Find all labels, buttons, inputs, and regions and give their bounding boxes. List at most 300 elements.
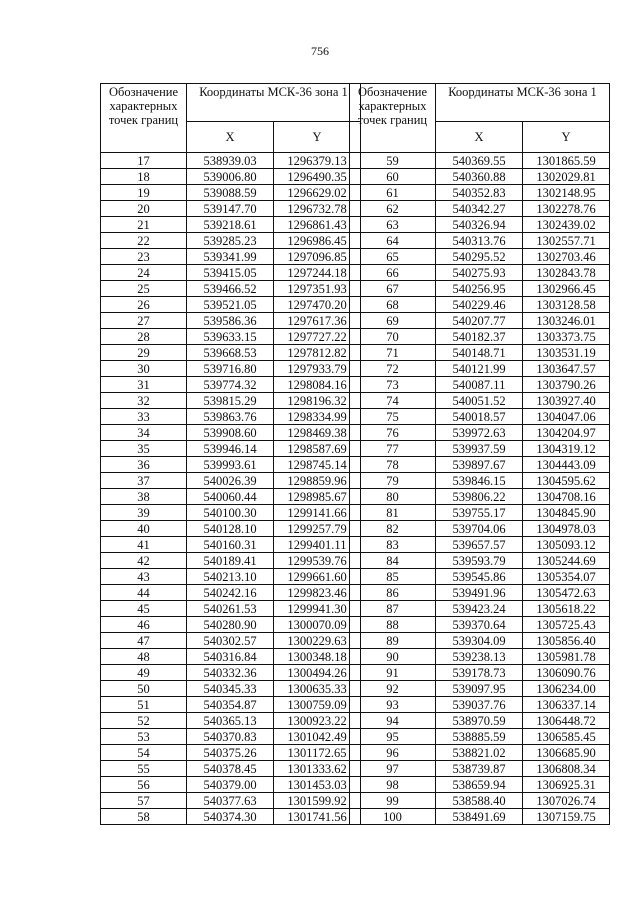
point-id-cell: 65 — [350, 249, 436, 265]
table-row — [101, 489, 361, 505]
x-coordinate-cell: 540369.55 — [436, 153, 523, 169]
point-id-cell: 23 — [101, 249, 187, 265]
x-coordinate-cell: 539491.96 — [436, 585, 523, 601]
y-coordinate-cell: 1299941.30 — [274, 601, 361, 617]
table-row — [350, 633, 610, 649]
point-id-cell: 45 — [101, 601, 187, 617]
y-coordinate-cell: 1304708.16 — [523, 489, 610, 505]
table-row — [101, 457, 361, 473]
x-coordinate-cell: 539593.79 — [436, 553, 523, 569]
x-coordinate-cell: 539238.13 — [436, 649, 523, 665]
y-coordinate-cell: 1307026.74 — [523, 793, 610, 809]
y-coordinate-cell: 1298469.38 — [274, 425, 361, 441]
point-id-cell: 19 — [101, 185, 187, 201]
table-row — [350, 217, 610, 233]
x-coordinate-cell: 540295.52 — [436, 249, 523, 265]
y-coordinate-cell: 1299141.66 — [274, 505, 361, 521]
x-header: X — [187, 122, 274, 153]
x-coordinate-cell: 538821.02 — [436, 745, 523, 761]
table-row — [101, 569, 361, 585]
y-coordinate-cell: 1305244.69 — [523, 553, 610, 569]
table-row — [350, 425, 610, 441]
x-coordinate-cell: 540026.39 — [187, 473, 274, 489]
y-coordinate-cell: 1296490.35 — [274, 169, 361, 185]
x-coordinate-cell: 539423.24 — [436, 601, 523, 617]
point-id-cell: 99 — [350, 793, 436, 809]
x-coordinate-cell: 539304.09 — [436, 633, 523, 649]
x-coordinate-cell: 540280.90 — [187, 617, 274, 633]
y-coordinate-cell: 1299257.79 — [274, 521, 361, 537]
point-id-cell: 93 — [350, 697, 436, 713]
y-coordinate-cell: 1302439.02 — [523, 217, 610, 233]
table-row — [101, 441, 361, 457]
point-id-cell: 22 — [101, 233, 187, 249]
x-coordinate-cell: 540256.95 — [436, 281, 523, 297]
x-coordinate-cell: 540213.10 — [187, 569, 274, 585]
x-coordinate-cell: 539415.05 — [187, 265, 274, 281]
x-coordinate-cell: 538970.59 — [436, 713, 523, 729]
x-coordinate-cell: 539846.15 — [436, 473, 523, 489]
y-coordinate-cell: 1299661.60 — [274, 569, 361, 585]
table-row — [350, 409, 610, 425]
y-coordinate-cell: 1298196.32 — [274, 393, 361, 409]
y-coordinate-cell: 1303647.57 — [523, 361, 610, 377]
y-coordinate-cell: 1298587.69 — [274, 441, 361, 457]
table-row — [101, 521, 361, 537]
y-coordinate-cell: 1300759.09 — [274, 697, 361, 713]
point-id-cell: 95 — [350, 729, 436, 745]
point-id-cell: 64 — [350, 233, 436, 249]
y-coordinate-cell: 1298334.99 — [274, 409, 361, 425]
x-coordinate-cell: 540365.13 — [187, 713, 274, 729]
y-coordinate-cell: 1302278.76 — [523, 201, 610, 217]
y-coordinate-cell: 1302703.46 — [523, 249, 610, 265]
point-id-cell: 33 — [101, 409, 187, 425]
point-id-cell: 57 — [101, 793, 187, 809]
table-row — [350, 377, 610, 393]
point-id-cell: 66 — [350, 265, 436, 281]
point-id-cell: 39 — [101, 505, 187, 521]
table-row — [101, 473, 361, 489]
x-coordinate-cell: 539815.29 — [187, 393, 274, 409]
y-coordinate-cell: 1303531.19 — [523, 345, 610, 361]
table-row — [350, 745, 610, 761]
y-coordinate-cell: 1306337.14 — [523, 697, 610, 713]
point-id-cell: 49 — [101, 665, 187, 681]
point-id-cell: 91 — [350, 665, 436, 681]
table-row — [350, 761, 610, 777]
y-coordinate-cell: 1301042.49 — [274, 729, 361, 745]
x-coordinate-cell: 538491.69 — [436, 809, 523, 825]
y-coordinate-cell: 1303373.75 — [523, 329, 610, 345]
y-coordinate-cell: 1305725.43 — [523, 617, 610, 633]
coord-system-header: Координаты МСК-36 зона 1 — [436, 84, 610, 122]
x-coordinate-cell: 539097.95 — [436, 681, 523, 697]
y-coordinate-cell: 1296629.02 — [274, 185, 361, 201]
x-coordinate-cell: 540316.84 — [187, 649, 274, 665]
point-id-cell: 32 — [101, 393, 187, 409]
table-row — [101, 777, 361, 793]
x-coordinate-cell: 540352.83 — [436, 185, 523, 201]
x-coordinate-cell: 540051.52 — [436, 393, 523, 409]
point-id-cell: 67 — [350, 281, 436, 297]
y-coordinate-cell: 1299539.76 — [274, 553, 361, 569]
x-coordinate-cell: 540261.53 — [187, 601, 274, 617]
x-coordinate-cell: 540378.45 — [187, 761, 274, 777]
y-coordinate-cell: 1298985.67 — [274, 489, 361, 505]
point-id-cell: 42 — [101, 553, 187, 569]
y-coordinate-cell: 1304047.06 — [523, 409, 610, 425]
table-row — [101, 633, 361, 649]
x-coordinate-cell: 540121.99 — [436, 361, 523, 377]
y-coordinate-cell: 1298745.14 — [274, 457, 361, 473]
point-id-cell: 80 — [350, 489, 436, 505]
table-row — [350, 553, 610, 569]
table-row — [350, 505, 610, 521]
table-row — [350, 665, 610, 681]
table-row — [101, 553, 361, 569]
x-coordinate-cell: 539633.15 — [187, 329, 274, 345]
table-row — [101, 185, 361, 201]
point-id-cell: 61 — [350, 185, 436, 201]
coordinates-table-left — [100, 83, 361, 825]
table-row — [101, 617, 361, 633]
coordinates-table-right — [349, 83, 610, 825]
x-coordinate-cell: 540377.63 — [187, 793, 274, 809]
point-id-cell: 43 — [101, 569, 187, 585]
y-coordinate-cell: 1305618.22 — [523, 601, 610, 617]
x-coordinate-cell: 540100.30 — [187, 505, 274, 521]
point-id-cell: 38 — [101, 489, 187, 505]
table-row — [101, 281, 361, 297]
table-row — [101, 297, 361, 313]
table-row — [101, 425, 361, 441]
table-row — [350, 265, 610, 281]
y-coordinate-cell: 1300494.26 — [274, 665, 361, 681]
point-id-cell: 52 — [101, 713, 187, 729]
point-id-cell: 68 — [350, 297, 436, 313]
table-row — [350, 297, 610, 313]
x-coordinate-cell: 540360.88 — [436, 169, 523, 185]
x-coordinate-cell: 538885.59 — [436, 729, 523, 745]
y-coordinate-cell: 1301865.59 — [523, 153, 610, 169]
table-row — [101, 393, 361, 409]
y-coordinate-cell: 1296732.78 — [274, 201, 361, 217]
point-id-cell: 55 — [101, 761, 187, 777]
point-id-cell: 78 — [350, 457, 436, 473]
x-header: X — [436, 122, 523, 153]
x-coordinate-cell: 540370.83 — [187, 729, 274, 745]
x-coordinate-cell: 540332.36 — [187, 665, 274, 681]
point-id-cell: 36 — [101, 457, 187, 473]
point-id-cell: 79 — [350, 473, 436, 489]
table-row — [101, 169, 361, 185]
point-id-cell: 29 — [101, 345, 187, 361]
x-coordinate-cell: 539218.61 — [187, 217, 274, 233]
table-row — [101, 793, 361, 809]
table-row — [350, 201, 610, 217]
table-row — [101, 649, 361, 665]
point-id-cell: 87 — [350, 601, 436, 617]
x-coordinate-cell: 539704.06 — [436, 521, 523, 537]
y-coordinate-cell: 1297727.22 — [274, 329, 361, 345]
point-id-cell: 44 — [101, 585, 187, 601]
x-coordinate-cell: 539285.23 — [187, 233, 274, 249]
y-coordinate-cell: 1304319.12 — [523, 441, 610, 457]
y-coordinate-cell: 1302148.95 — [523, 185, 610, 201]
x-coordinate-cell: 539006.80 — [187, 169, 274, 185]
table-row — [350, 457, 610, 473]
y-coordinate-cell: 1300635.33 — [274, 681, 361, 697]
table-row — [350, 329, 610, 345]
y-coordinate-cell: 1304595.62 — [523, 473, 610, 489]
table-row — [101, 745, 361, 761]
y-coordinate-cell: 1304204.97 — [523, 425, 610, 441]
y-coordinate-cell: 1298084.16 — [274, 377, 361, 393]
y-coordinate-cell: 1299401.11 — [274, 537, 361, 553]
point-id-cell: 83 — [350, 537, 436, 553]
table-row — [350, 569, 610, 585]
point-id-cell: 48 — [101, 649, 187, 665]
table-row — [350, 441, 610, 457]
table-row — [350, 793, 610, 809]
point-id-cell: 63 — [350, 217, 436, 233]
table-row — [101, 361, 361, 377]
x-coordinate-cell: 539545.86 — [436, 569, 523, 585]
y-coordinate-cell: 1300070.09 — [274, 617, 361, 633]
x-coordinate-cell: 540342.27 — [436, 201, 523, 217]
point-label-header: Обозначение характерных точек границ — [350, 84, 436, 153]
point-id-cell: 18 — [101, 169, 187, 185]
table-row — [350, 393, 610, 409]
y-coordinate-cell: 1297812.82 — [274, 345, 361, 361]
x-coordinate-cell: 539668.53 — [187, 345, 274, 361]
y-coordinate-cell: 1297617.36 — [274, 313, 361, 329]
table-row — [350, 809, 610, 825]
coord-system-header: Координаты МСК-36 зона 1 — [187, 84, 361, 122]
x-coordinate-cell: 540313.76 — [436, 233, 523, 249]
point-id-cell: 50 — [101, 681, 187, 697]
point-id-cell: 54 — [101, 745, 187, 761]
table-row — [350, 713, 610, 729]
table-row — [101, 809, 361, 825]
x-coordinate-cell: 539972.63 — [436, 425, 523, 441]
point-id-cell: 37 — [101, 473, 187, 489]
point-id-cell: 76 — [350, 425, 436, 441]
y-coordinate-cell: 1306090.76 — [523, 665, 610, 681]
table-row — [350, 601, 610, 617]
y-coordinate-cell: 1300229.63 — [274, 633, 361, 649]
y-coordinate-cell: 1297096.85 — [274, 249, 361, 265]
point-label-header: Обозначение характерных точек границ — [101, 84, 187, 153]
point-id-cell: 85 — [350, 569, 436, 585]
x-coordinate-cell: 540189.41 — [187, 553, 274, 569]
point-id-cell: 21 — [101, 217, 187, 233]
x-coordinate-cell: 539937.59 — [436, 441, 523, 457]
point-id-cell: 31 — [101, 377, 187, 393]
table-row — [350, 249, 610, 265]
table-row — [350, 233, 610, 249]
table-row — [350, 473, 610, 489]
table-body-right — [350, 153, 610, 825]
y-coordinate-cell: 1299823.46 — [274, 585, 361, 601]
x-coordinate-cell: 538659.94 — [436, 777, 523, 793]
point-id-cell: 34 — [101, 425, 187, 441]
y-coordinate-cell: 1297933.79 — [274, 361, 361, 377]
y-coordinate-cell: 1303246.01 — [523, 313, 610, 329]
x-coordinate-cell: 540207.77 — [436, 313, 523, 329]
point-id-cell: 56 — [101, 777, 187, 793]
point-id-cell: 96 — [350, 745, 436, 761]
point-id-cell: 26 — [101, 297, 187, 313]
table-row — [350, 281, 610, 297]
point-id-cell: 81 — [350, 505, 436, 521]
point-id-cell: 51 — [101, 697, 187, 713]
point-id-cell: 59 — [350, 153, 436, 169]
x-coordinate-cell: 539908.60 — [187, 425, 274, 441]
y-coordinate-cell: 1302029.81 — [523, 169, 610, 185]
table-row — [350, 345, 610, 361]
point-id-cell: 28 — [101, 329, 187, 345]
table-row — [350, 649, 610, 665]
x-coordinate-cell: 540374.30 — [187, 809, 274, 825]
point-id-cell: 62 — [350, 201, 436, 217]
table-row — [101, 713, 361, 729]
y-coordinate-cell: 1301741.56 — [274, 809, 361, 825]
table-row — [101, 409, 361, 425]
x-coordinate-cell: 540182.37 — [436, 329, 523, 345]
point-id-cell: 89 — [350, 633, 436, 649]
y-coordinate-cell: 1301599.92 — [274, 793, 361, 809]
y-coordinate-cell: 1296379.13 — [274, 153, 361, 169]
point-id-cell: 84 — [350, 553, 436, 569]
x-coordinate-cell: 539178.73 — [436, 665, 523, 681]
table-row — [101, 697, 361, 713]
point-id-cell: 46 — [101, 617, 187, 633]
y-header: Y — [523, 122, 610, 153]
table-row — [350, 169, 610, 185]
y-coordinate-cell: 1303790.26 — [523, 377, 610, 393]
x-coordinate-cell: 540275.93 — [436, 265, 523, 281]
table-row — [350, 729, 610, 745]
x-coordinate-cell: 540128.10 — [187, 521, 274, 537]
y-coordinate-cell: 1305472.63 — [523, 585, 610, 601]
x-coordinate-cell: 539147.70 — [187, 201, 274, 217]
y-coordinate-cell: 1305981.78 — [523, 649, 610, 665]
y-coordinate-cell: 1298859.96 — [274, 473, 361, 489]
y-coordinate-cell: 1300923.22 — [274, 713, 361, 729]
x-coordinate-cell: 540160.31 — [187, 537, 274, 553]
x-coordinate-cell: 540242.16 — [187, 585, 274, 601]
table-row — [101, 537, 361, 553]
table-row — [350, 585, 610, 601]
y-coordinate-cell: 1305354.07 — [523, 569, 610, 585]
x-coordinate-cell: 540229.46 — [436, 297, 523, 313]
table-row — [101, 761, 361, 777]
point-id-cell: 17 — [101, 153, 187, 169]
table-row — [101, 265, 361, 281]
table-row — [350, 489, 610, 505]
y-coordinate-cell: 1305093.12 — [523, 537, 610, 553]
y-coordinate-cell: 1297351.93 — [274, 281, 361, 297]
x-coordinate-cell: 540302.57 — [187, 633, 274, 649]
x-coordinate-cell: 539341.99 — [187, 249, 274, 265]
y-coordinate-cell: 1301333.62 — [274, 761, 361, 777]
x-coordinate-cell: 539755.17 — [436, 505, 523, 521]
table-row — [101, 377, 361, 393]
y-coordinate-cell: 1301453.03 — [274, 777, 361, 793]
point-id-cell: 90 — [350, 649, 436, 665]
y-coordinate-cell: 1297470.20 — [274, 297, 361, 313]
x-coordinate-cell: 539863.76 — [187, 409, 274, 425]
table-row — [101, 665, 361, 681]
table-row — [101, 601, 361, 617]
x-coordinate-cell: 540375.26 — [187, 745, 274, 761]
y-coordinate-cell: 1296986.45 — [274, 233, 361, 249]
table-row — [350, 681, 610, 697]
y-coordinate-cell: 1304443.09 — [523, 457, 610, 473]
y-coordinate-cell: 1306234.00 — [523, 681, 610, 697]
point-id-cell: 30 — [101, 361, 187, 377]
table-row — [101, 345, 361, 361]
point-id-cell: 41 — [101, 537, 187, 553]
point-id-cell: 72 — [350, 361, 436, 377]
point-id-cell: 86 — [350, 585, 436, 601]
point-id-cell: 40 — [101, 521, 187, 537]
x-coordinate-cell: 539806.22 — [436, 489, 523, 505]
x-coordinate-cell: 540018.57 — [436, 409, 523, 425]
point-id-cell: 69 — [350, 313, 436, 329]
point-id-cell: 71 — [350, 345, 436, 361]
table-row — [350, 777, 610, 793]
table-row — [350, 521, 610, 537]
x-coordinate-cell: 539466.52 — [187, 281, 274, 297]
point-id-cell: 73 — [350, 377, 436, 393]
x-coordinate-cell: 538939.03 — [187, 153, 274, 169]
y-header: Y — [274, 122, 361, 153]
y-coordinate-cell: 1304845.90 — [523, 505, 610, 521]
table-row — [101, 233, 361, 249]
x-coordinate-cell: 540148.71 — [436, 345, 523, 361]
point-id-cell: 20 — [101, 201, 187, 217]
point-id-cell: 75 — [350, 409, 436, 425]
point-id-cell: 53 — [101, 729, 187, 745]
x-coordinate-cell: 538739.87 — [436, 761, 523, 777]
y-coordinate-cell: 1307159.75 — [523, 809, 610, 825]
point-id-cell: 98 — [350, 777, 436, 793]
x-coordinate-cell: 539521.05 — [187, 297, 274, 313]
table-body-left — [101, 153, 361, 825]
y-coordinate-cell: 1303927.40 — [523, 393, 610, 409]
x-coordinate-cell: 539716.80 — [187, 361, 274, 377]
x-coordinate-cell: 539657.57 — [436, 537, 523, 553]
table-row — [350, 537, 610, 553]
page-number: 756 — [311, 44, 329, 58]
table-row — [350, 185, 610, 201]
table-row — [350, 313, 610, 329]
x-coordinate-cell: 540345.33 — [187, 681, 274, 697]
y-coordinate-cell: 1302843.78 — [523, 265, 610, 281]
y-coordinate-cell: 1306685.90 — [523, 745, 610, 761]
x-coordinate-cell: 539586.36 — [187, 313, 274, 329]
y-coordinate-cell: 1303128.58 — [523, 297, 610, 313]
x-coordinate-cell: 539037.76 — [436, 697, 523, 713]
point-id-cell: 82 — [350, 521, 436, 537]
y-coordinate-cell: 1304978.03 — [523, 521, 610, 537]
y-coordinate-cell: 1302966.45 — [523, 281, 610, 297]
point-id-cell: 74 — [350, 393, 436, 409]
table-row — [101, 153, 361, 169]
